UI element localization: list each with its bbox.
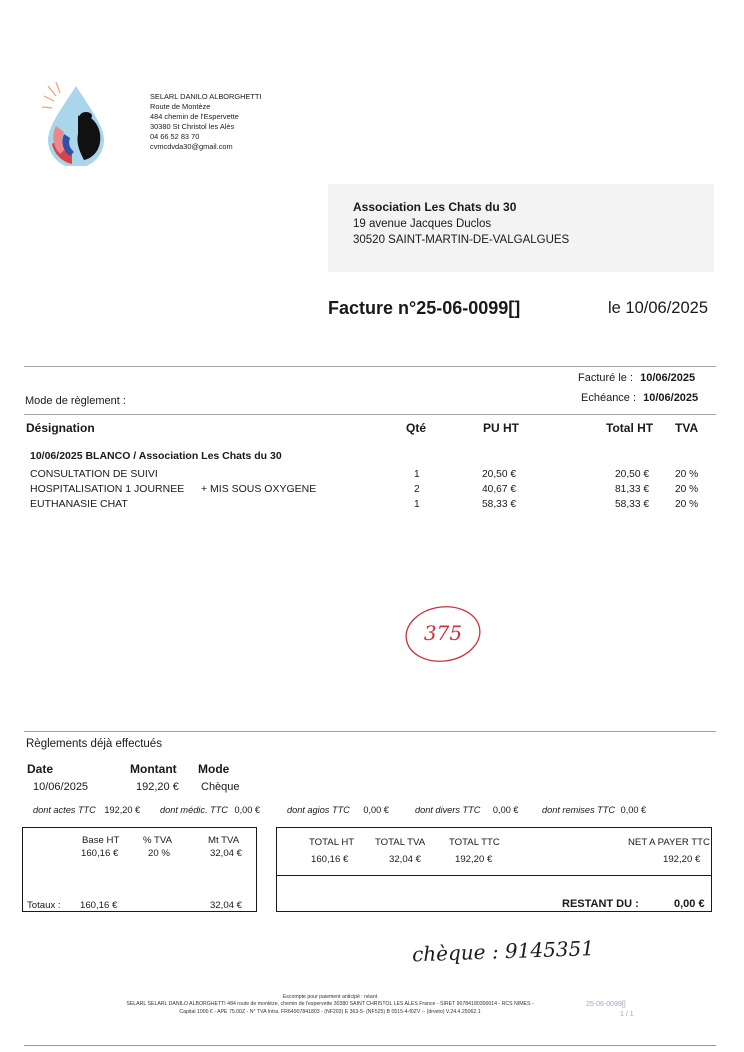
detail-actes-label: dont actes TTC bbox=[33, 805, 96, 815]
payment-date: 10/06/2025 bbox=[33, 781, 89, 793]
payment-mode-label: Mode de règlement : bbox=[25, 395, 126, 407]
line-qty: 1 bbox=[414, 469, 420, 480]
detail-divers-value: 0,00 € bbox=[492, 805, 519, 815]
col-total: Total HT bbox=[606, 421, 654, 435]
detail-divers bbox=[415, 805, 518, 815]
billed-date bbox=[578, 372, 695, 384]
footer-reference bbox=[586, 1000, 634, 1020]
vat-amount: 32,04 € bbox=[210, 848, 243, 859]
detail-agios-value: 0,00 € bbox=[363, 805, 389, 815]
net-label: NET A PAYER TTC bbox=[628, 837, 710, 848]
line-vat: 20 % bbox=[675, 484, 699, 495]
line-total: 81,33 € bbox=[615, 484, 649, 495]
total-ttc-value: 192,20 € bbox=[455, 854, 493, 865]
payment-amount: 192,20 € bbox=[136, 781, 179, 793]
line-label: HOSPITALISATION 1 JOURNEE bbox=[30, 483, 185, 495]
payments-divider bbox=[24, 731, 716, 732]
line-total: 20,50 € bbox=[615, 469, 649, 480]
footer-line-1: Escompte pour paiement anticipé : néant bbox=[282, 994, 378, 1000]
cheque-note-text: chèque : 9145351 bbox=[411, 936, 595, 967]
line-pu: 58,33 € bbox=[482, 499, 516, 510]
stamp-number: 375 bbox=[423, 621, 463, 645]
handwritten-cheque-note bbox=[410, 930, 610, 970]
detail-remises-label: dont remises TTC bbox=[542, 805, 616, 815]
vat-col-base: Base HT bbox=[82, 835, 120, 846]
vat-col-amount: Mt TVA bbox=[208, 835, 240, 846]
col-pu: PU HT bbox=[483, 421, 519, 435]
line-qty: 2 bbox=[414, 484, 420, 495]
handwritten-stamp bbox=[402, 602, 484, 666]
footer-line-3: Capital 1000 € - APE 75.00Z - N° TVA Intra. FR64907841803 - (NF203) E 363-5- (NF525) B 0515-4-f0ZV -- (drveto) V.24.4.25062.1 bbox=[179, 1008, 481, 1015]
detail-agios-label: dont agios TTC bbox=[287, 805, 350, 815]
detail-divers-label: dont divers TTC bbox=[415, 805, 481, 815]
vat-base: 160,16 € bbox=[81, 848, 119, 859]
sender-address-2: 484 chemin de l'Espervette bbox=[150, 112, 239, 121]
col-designation: Désignation bbox=[26, 421, 95, 435]
line-total: 58,33 € bbox=[615, 499, 649, 510]
line-pu: 20,50 € bbox=[482, 469, 516, 480]
line-pu: 40,67 € bbox=[482, 484, 516, 495]
line-label: CONSULTATION DE SUIVI bbox=[30, 468, 158, 480]
group-title: 10/06/2025 BLANCO / Association Les Chats du 30 bbox=[30, 450, 282, 462]
vat-totals-label: Totaux : bbox=[27, 900, 61, 911]
detail-remises bbox=[542, 805, 646, 815]
line-label: EUTHANASIE CHAT bbox=[30, 498, 128, 510]
payments-col-date: Date bbox=[27, 762, 54, 776]
total-ttc-label: TOTAL TTC bbox=[449, 837, 500, 848]
bottom-divider bbox=[24, 1045, 716, 1046]
vat-totals-amount: 32,04 € bbox=[210, 900, 243, 911]
remaining-value: 0,00 € bbox=[674, 898, 705, 910]
footer-invoice-ref: 25-06-0099[] bbox=[586, 1001, 626, 1008]
total-tva-label: TOTAL TVA bbox=[375, 837, 426, 848]
vat-totals-base: 160,16 € bbox=[80, 900, 118, 911]
remaining-label: RESTANT DU : bbox=[562, 898, 639, 910]
clinic-logo bbox=[42, 82, 108, 166]
invoice-title: Facture n°25-06-0099[] bbox=[328, 298, 521, 318]
sender-city: 30380 St Christol les Alès bbox=[150, 122, 235, 131]
total-ht-label: TOTAL HT bbox=[309, 837, 355, 848]
col-vat: TVA bbox=[675, 421, 699, 435]
recipient-name: Association Les Chats du 30 bbox=[353, 200, 517, 214]
footer-page: 1 / 1 bbox=[620, 1011, 634, 1018]
line-qty: 1 bbox=[414, 499, 420, 510]
detail-actes-value: 192,20 € bbox=[104, 805, 141, 815]
sender-address-1: Route de Montèze bbox=[150, 102, 211, 111]
line-vat: 20 % bbox=[675, 469, 699, 480]
detail-actes bbox=[33, 805, 140, 815]
detail-medic-label: dont médic. TTC bbox=[160, 805, 228, 815]
due-label: Echéance : bbox=[581, 392, 637, 404]
recipient-city: 30520 SAINT-MARTIN-DE-VALGALGUES bbox=[353, 234, 570, 246]
sender-name: SELARL DANILO ALBORGHETTI bbox=[150, 92, 262, 101]
top-divider bbox=[24, 366, 716, 367]
detail-medic bbox=[160, 805, 260, 815]
billed-label: Facturé le : bbox=[578, 372, 634, 384]
footer-line-2: SELARL SELARL DANILO ALBORGHETTI 484 route de montèze, chemin de l'espervette 30380 SAINT CHRISTOL LES ALES France - SIRET 90784180300014 - RCS NIMES - bbox=[126, 1001, 534, 1008]
detail-medic-value: 0,00 € bbox=[234, 805, 261, 815]
sender-email: cvmcdvda30@gmail.com bbox=[150, 142, 233, 151]
footer-legal bbox=[80, 994, 580, 1016]
due-value: 10/06/2025 bbox=[643, 392, 699, 404]
vat-col-rate: % TVA bbox=[143, 835, 172, 846]
payments-col-mode: Mode bbox=[198, 762, 230, 776]
table-header-divider bbox=[24, 414, 716, 415]
total-ht-value: 160,16 € bbox=[311, 854, 349, 865]
line-extra: + MIS SOUS OXYGENE bbox=[201, 483, 317, 495]
recipient-street: 19 avenue Jacques Duclos bbox=[353, 218, 492, 230]
totals-divider bbox=[277, 875, 711, 876]
payments-col-amount: Montant bbox=[130, 762, 177, 776]
vat-rate: 20 % bbox=[148, 848, 170, 859]
due-date bbox=[581, 392, 698, 404]
total-tva-value: 32,04 € bbox=[389, 854, 422, 865]
payments-title: Règlements déjà effectués bbox=[26, 738, 162, 750]
payment-mode: Chèque bbox=[201, 781, 240, 793]
invoice-date: le 10/06/2025 bbox=[608, 299, 709, 317]
col-qty: Qté bbox=[406, 421, 427, 435]
sender-phone: 04 66 52 83 70 bbox=[150, 132, 200, 141]
sender-block bbox=[150, 92, 261, 152]
net-value: 192,20 € bbox=[663, 854, 701, 865]
detail-agios bbox=[287, 805, 389, 815]
billed-value: 10/06/2025 bbox=[640, 372, 696, 384]
detail-remises-value: 0,00 € bbox=[620, 805, 647, 815]
line-vat: 20 % bbox=[675, 499, 699, 510]
